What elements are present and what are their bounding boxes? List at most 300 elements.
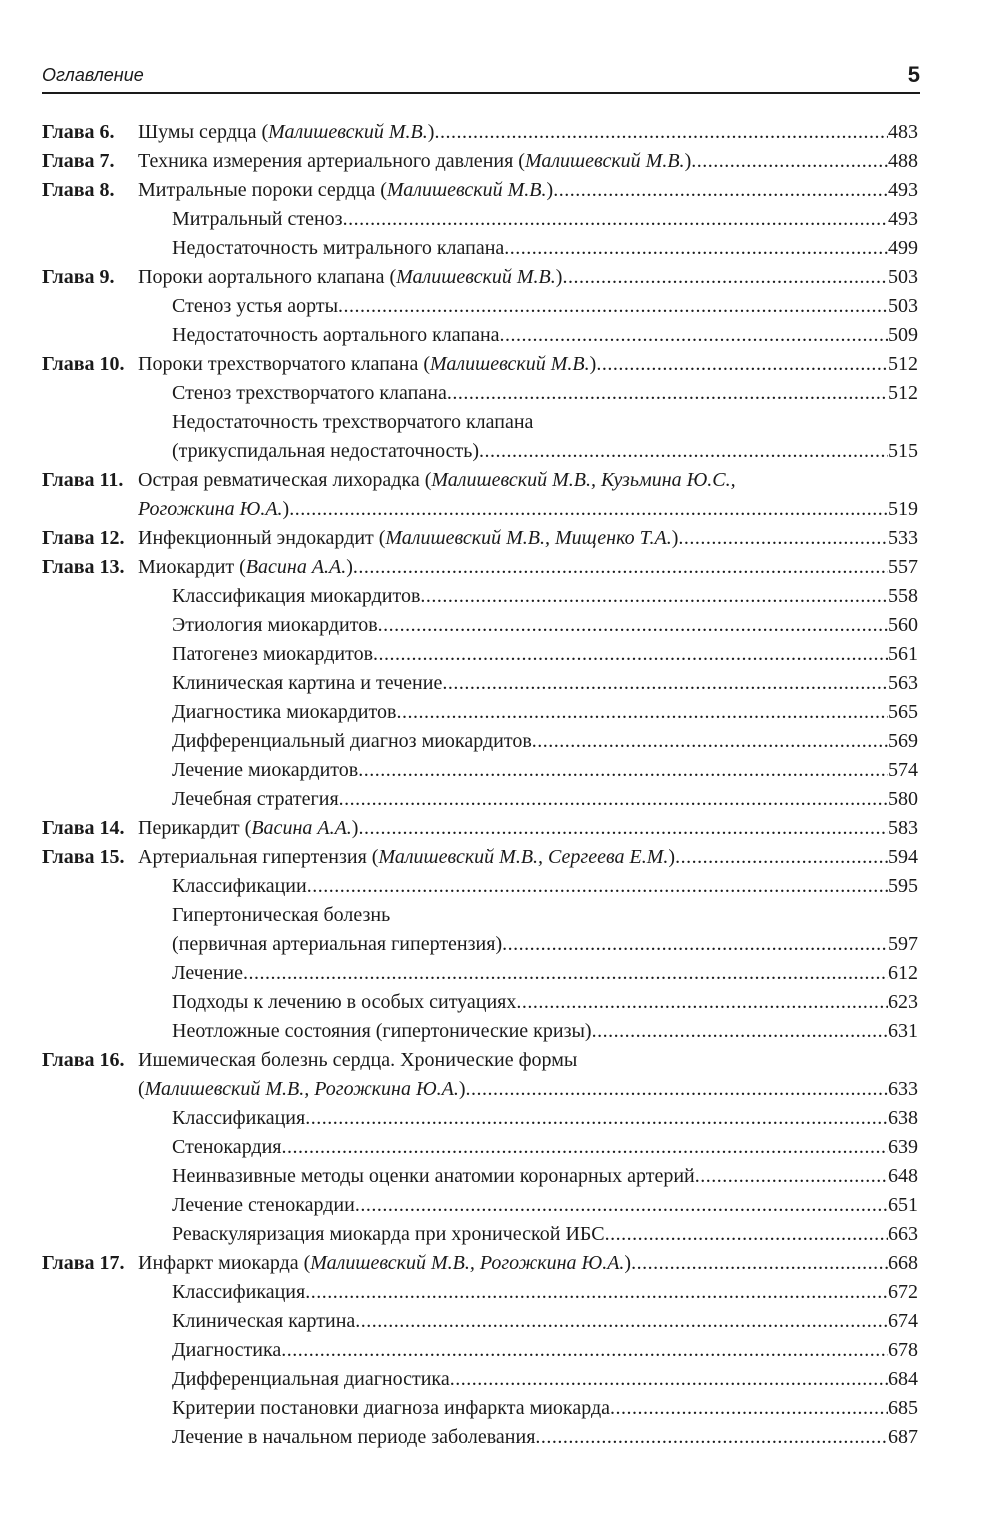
entry-authors: Малишевский М.В., Кузьмина Ю.С., bbox=[431, 469, 736, 491]
entry-text-tail: ) bbox=[671, 527, 679, 549]
dot-leader bbox=[504, 234, 888, 263]
entry-authors: Малишевский М.В., Сергеева Е.М. bbox=[378, 846, 669, 868]
toc-entry bbox=[138, 814, 918, 843]
entry-title bbox=[172, 1133, 282, 1162]
toc-entry bbox=[138, 1249, 918, 1278]
entry-title bbox=[172, 234, 504, 263]
entry-title bbox=[172, 1336, 281, 1365]
dot-leader bbox=[500, 321, 888, 350]
entry-text: Миокардит ( bbox=[138, 556, 246, 578]
entry-title bbox=[172, 785, 339, 814]
entry-text: Дифференциальная диагностика bbox=[172, 1368, 450, 1390]
entry-page-number: 560 bbox=[888, 614, 918, 636]
entry-title bbox=[138, 495, 289, 524]
toc-entry-row bbox=[42, 669, 918, 698]
entry-text-tail: ) bbox=[624, 1252, 632, 1274]
entry-authors: Малишевский М.В., Рогожкина Ю.А. bbox=[144, 1078, 459, 1100]
dot-leader bbox=[396, 698, 888, 727]
entry-title bbox=[172, 1278, 305, 1307]
toc-entry-row bbox=[42, 988, 918, 1017]
toc-entry bbox=[172, 1423, 918, 1452]
dot-leader bbox=[358, 756, 888, 785]
toc-entry-row bbox=[42, 727, 918, 756]
entry-page-number: 638 bbox=[888, 1107, 918, 1129]
toc-entry bbox=[172, 1162, 918, 1191]
toc-entry bbox=[172, 1104, 918, 1133]
entry-text: Недостаточность аортального клапана bbox=[172, 324, 500, 346]
toc-entry-row bbox=[42, 901, 918, 930]
toc-entry-row bbox=[42, 785, 918, 814]
entry-page-number: 595 bbox=[888, 875, 918, 897]
dot-leader bbox=[479, 437, 888, 466]
entry-text-tail: ) bbox=[589, 353, 597, 375]
toc-chapter-row bbox=[42, 176, 918, 205]
entry-authors: Малишевский М.В. bbox=[268, 121, 428, 143]
entry-page-number: 569 bbox=[888, 730, 918, 752]
entry-text: Подходы к лечению в особых ситуациях bbox=[172, 991, 517, 1013]
entry-text-tail: ) bbox=[458, 1078, 466, 1100]
entry-title bbox=[172, 872, 307, 901]
toc-entry bbox=[138, 843, 918, 872]
table-of-contents bbox=[42, 118, 918, 1452]
chapter-label: Глава 15. bbox=[42, 846, 125, 868]
entry-text-tail: ) bbox=[684, 150, 692, 172]
entry-text-tail: ) bbox=[427, 121, 435, 143]
toc-entry-row bbox=[42, 640, 918, 669]
toc-entry bbox=[172, 1133, 918, 1162]
entry-page-number: 663 bbox=[888, 1223, 918, 1245]
entry-text: Классификация bbox=[172, 1107, 306, 1129]
toc-entry bbox=[172, 379, 918, 408]
entry-text: Клиническая картина и течение bbox=[172, 672, 443, 694]
entry-text: Инфаркт миокарда ( bbox=[138, 1252, 311, 1274]
toc-entry bbox=[172, 611, 918, 640]
dot-leader bbox=[562, 263, 888, 292]
toc-entry bbox=[172, 1017, 918, 1046]
entry-page-number: 678 bbox=[888, 1339, 918, 1361]
toc-entry-row bbox=[42, 1104, 918, 1133]
entry-page-number: 558 bbox=[888, 585, 918, 607]
toc-entry bbox=[172, 234, 918, 263]
entry-page-number: 684 bbox=[888, 1368, 918, 1390]
entry-title bbox=[138, 814, 358, 843]
toc-entry bbox=[138, 118, 918, 147]
entry-text: Стенокардия bbox=[172, 1136, 282, 1158]
entry-page-number: 483 bbox=[888, 121, 918, 143]
entry-page-number: 597 bbox=[888, 933, 918, 955]
entry-title bbox=[172, 1017, 592, 1046]
entry-page-number: 533 bbox=[888, 527, 918, 549]
entry-text: Стеноз трехстворчатого клапана bbox=[172, 382, 447, 404]
toc-entry bbox=[172, 756, 918, 785]
dot-leader bbox=[420, 582, 888, 611]
toc-entry-row bbox=[42, 234, 918, 263]
entry-page-number: 557 bbox=[888, 556, 918, 578]
entry-text: Классификация миокардитов bbox=[172, 585, 421, 607]
entry-text: (первичная артериальная гипертензия) bbox=[172, 933, 503, 955]
entry-text: Острая ревматическая лихорадка ( bbox=[138, 469, 432, 491]
section-title: Оглавление bbox=[42, 65, 144, 85]
toc-entry-row bbox=[42, 1307, 918, 1336]
toc-entry bbox=[172, 930, 918, 959]
entry-text: Ишемическая болезнь сердца. Хронические формы bbox=[138, 1049, 578, 1071]
entry-title bbox=[172, 1394, 610, 1423]
toc-entry bbox=[172, 959, 918, 988]
entry-page-number: 580 bbox=[888, 788, 918, 810]
dot-leader bbox=[691, 147, 888, 176]
entry-text: Реваскуляризация миокарда при хронической ИБС bbox=[172, 1223, 605, 1245]
page-header bbox=[42, 58, 920, 94]
toc-entry bbox=[138, 1075, 918, 1104]
entry-page-number: 651 bbox=[888, 1194, 918, 1216]
entry-text: Лечение в начальном периоде заболевания bbox=[172, 1426, 536, 1448]
dot-leader bbox=[307, 872, 888, 901]
entry-title bbox=[172, 321, 500, 350]
toc-chapter-row bbox=[42, 466, 918, 495]
entry-text: Классификация bbox=[172, 1281, 306, 1303]
chapter-label: Глава 14. bbox=[42, 817, 125, 839]
entry-authors: Малишевский М.В., Рогожкина Ю.А. bbox=[310, 1252, 625, 1274]
entry-text: Техника измерения артериального давления ( bbox=[138, 150, 525, 172]
toc-entry-row bbox=[42, 959, 918, 988]
entry-title bbox=[138, 843, 675, 872]
toc-entry-row bbox=[42, 379, 918, 408]
toc-entry bbox=[172, 1394, 918, 1423]
toc-entry bbox=[172, 292, 918, 321]
toc-entry-row bbox=[42, 582, 918, 611]
page-number: 5 bbox=[907, 62, 920, 87]
entry-page-number: 594 bbox=[888, 846, 918, 868]
entry-title bbox=[172, 1307, 355, 1336]
dot-leader bbox=[678, 524, 888, 553]
toc-entry-row bbox=[42, 1162, 918, 1191]
chapter-label: Глава 10. bbox=[42, 353, 125, 375]
dot-leader bbox=[282, 1133, 888, 1162]
entry-title bbox=[138, 176, 553, 205]
dot-leader bbox=[378, 611, 888, 640]
chapter-label: Глава 7. bbox=[42, 150, 115, 172]
toc-entry-row bbox=[42, 1423, 918, 1452]
entry-page-number: 512 bbox=[888, 353, 918, 375]
entry-title bbox=[172, 640, 373, 669]
toc-entry bbox=[172, 727, 918, 756]
entry-title bbox=[172, 205, 343, 234]
toc-entry-row bbox=[42, 1075, 918, 1104]
entry-text: Гипертоническая болезнь bbox=[172, 904, 391, 926]
entry-page-number: 639 bbox=[888, 1136, 918, 1158]
dot-leader bbox=[596, 350, 888, 379]
entry-page-number: 687 bbox=[888, 1426, 918, 1448]
dot-leader bbox=[675, 843, 888, 872]
toc-chapter-row bbox=[42, 118, 918, 147]
entry-text: Неинвазивные методы оценки анатомии коронарных артерий bbox=[172, 1165, 695, 1187]
entry-title bbox=[172, 1423, 535, 1452]
entry-text-tail: ) bbox=[346, 556, 353, 578]
dot-leader bbox=[339, 785, 888, 814]
entry-title bbox=[172, 669, 442, 698]
entry-text: Митральные пороки сердца ( bbox=[138, 179, 387, 201]
dot-leader bbox=[535, 1423, 888, 1452]
entry-text: Шумы сердца ( bbox=[138, 121, 269, 143]
toc-chapter-row bbox=[42, 814, 918, 843]
entry-text-tail: ) bbox=[282, 498, 290, 520]
toc-entry bbox=[172, 582, 918, 611]
entry-page-number: 512 bbox=[888, 382, 918, 404]
entry-title bbox=[138, 553, 353, 582]
toc-entry bbox=[172, 1220, 918, 1249]
dot-leader bbox=[516, 988, 888, 1017]
toc-entry bbox=[172, 988, 918, 1017]
dot-leader bbox=[373, 640, 888, 669]
toc-entry bbox=[172, 640, 918, 669]
toc-entry-row bbox=[42, 1191, 918, 1220]
toc-entry bbox=[138, 147, 918, 176]
dot-leader bbox=[553, 176, 888, 205]
entry-text-tail: ) bbox=[668, 846, 676, 868]
entry-page-number: 561 bbox=[888, 643, 918, 665]
entry-page-number: 515 bbox=[888, 440, 918, 462]
entry-page-number: 493 bbox=[888, 208, 918, 230]
toc-chapter-row bbox=[42, 553, 918, 582]
entry-text: Лечение bbox=[172, 962, 244, 984]
entry-text: Инфекционный эндокардит ( bbox=[138, 527, 386, 549]
entry-title bbox=[138, 350, 596, 379]
toc-entry-row bbox=[42, 1365, 918, 1394]
toc-chapter-row bbox=[42, 147, 918, 176]
dot-leader bbox=[450, 1365, 888, 1394]
toc-entry-row bbox=[42, 321, 918, 350]
dot-leader bbox=[610, 1394, 888, 1423]
entry-text: Недостаточность митрального клапана bbox=[172, 237, 505, 259]
chapter-label: Глава 17. bbox=[42, 1252, 125, 1274]
dot-leader bbox=[605, 1220, 888, 1249]
dot-leader bbox=[434, 118, 888, 147]
entry-authors: Васина А.А. bbox=[251, 817, 352, 839]
entry-page-number: 672 bbox=[888, 1281, 918, 1303]
entry-text: Классификации bbox=[172, 875, 307, 897]
entry-title bbox=[172, 408, 533, 437]
toc-entry-row bbox=[42, 437, 918, 466]
toc-entry bbox=[172, 785, 918, 814]
entry-title bbox=[172, 292, 338, 321]
entry-text-tail: ) bbox=[351, 817, 359, 839]
entry-page-number: 648 bbox=[888, 1165, 918, 1187]
toc-chapter-row bbox=[42, 263, 918, 292]
entry-page-number: 583 bbox=[888, 817, 918, 839]
entry-text: Артериальная гипертензия ( bbox=[138, 846, 379, 868]
dot-leader bbox=[305, 1278, 888, 1307]
toc-entry bbox=[172, 872, 918, 901]
entry-title bbox=[138, 524, 678, 553]
entry-text: Этиология миокардитов bbox=[172, 614, 378, 636]
dot-leader bbox=[338, 292, 888, 321]
toc-entry bbox=[138, 263, 918, 292]
toc-entry bbox=[138, 524, 918, 553]
entry-text: Лечение стенокардии bbox=[172, 1194, 355, 1216]
toc-entry-row bbox=[42, 756, 918, 785]
toc-entry bbox=[138, 466, 918, 495]
entry-title bbox=[138, 466, 736, 495]
entry-page-number: 509 bbox=[888, 324, 918, 346]
entry-page-number: 612 bbox=[888, 962, 918, 984]
dot-leader bbox=[442, 669, 888, 698]
dot-leader bbox=[305, 1104, 888, 1133]
toc-entry-row bbox=[42, 1017, 918, 1046]
toc-entry bbox=[172, 408, 918, 437]
toc-entry-row bbox=[42, 408, 918, 437]
chapter-label: Глава 6. bbox=[42, 121, 115, 143]
entry-text: Критерии постановки диагноза инфаркта миокарда bbox=[172, 1397, 611, 1419]
entry-title bbox=[172, 930, 502, 959]
entry-title bbox=[138, 118, 434, 147]
entry-text: Неотложные состояния (гипертонические кризы) bbox=[172, 1020, 592, 1042]
dot-leader bbox=[592, 1017, 888, 1046]
chapter-label: Глава 16. bbox=[42, 1049, 125, 1071]
entry-title bbox=[138, 1249, 631, 1278]
chapter-label: Глава 13. bbox=[42, 556, 125, 578]
toc-entry bbox=[172, 1191, 918, 1220]
entry-title bbox=[172, 698, 396, 727]
toc-entry bbox=[172, 205, 918, 234]
entry-title bbox=[172, 437, 479, 466]
chapter-label: Глава 9. bbox=[42, 266, 115, 288]
toc-entry bbox=[172, 1365, 918, 1394]
entry-page-number: 668 bbox=[888, 1252, 918, 1274]
toc-entry-row bbox=[42, 205, 918, 234]
dot-leader bbox=[243, 959, 888, 988]
entry-title bbox=[172, 1191, 355, 1220]
entry-title bbox=[172, 988, 516, 1017]
entry-authors: Рогожкина Ю.А. bbox=[138, 498, 283, 520]
toc-chapter-row bbox=[42, 350, 918, 379]
entry-text: Лечение миокардитов bbox=[172, 759, 359, 781]
toc-chapter-row bbox=[42, 1249, 918, 1278]
entry-text: Диагностика bbox=[172, 1339, 282, 1361]
entry-text: Перикардит ( bbox=[138, 817, 252, 839]
toc-entry bbox=[138, 553, 918, 582]
entry-text: Диагностика миокардитов bbox=[172, 701, 397, 723]
dot-leader bbox=[631, 1249, 888, 1278]
dot-leader bbox=[695, 1162, 888, 1191]
dot-leader bbox=[281, 1336, 888, 1365]
entry-text: Недостаточность трехстворчатого клапана bbox=[172, 411, 534, 433]
toc-entry-row bbox=[42, 1133, 918, 1162]
entry-page-number: 565 bbox=[888, 701, 918, 723]
chapter-label: Глава 11. bbox=[42, 469, 124, 491]
dot-leader bbox=[353, 553, 888, 582]
entry-page-number: 519 bbox=[888, 498, 918, 520]
dot-leader bbox=[355, 1191, 888, 1220]
toc-entry-row bbox=[42, 930, 918, 959]
entry-page-number: 503 bbox=[888, 295, 918, 317]
entry-title bbox=[172, 1220, 605, 1249]
entry-title bbox=[138, 1075, 465, 1104]
entry-text: Лечебная стратегия bbox=[172, 788, 339, 810]
toc-entry bbox=[138, 495, 918, 524]
entry-title bbox=[172, 959, 243, 988]
entry-title bbox=[172, 379, 447, 408]
dot-leader bbox=[358, 814, 888, 843]
toc-entry bbox=[138, 176, 918, 205]
toc-entry-row bbox=[42, 1336, 918, 1365]
dot-leader bbox=[502, 930, 888, 959]
toc-entry-row bbox=[42, 1220, 918, 1249]
dot-leader bbox=[447, 379, 888, 408]
entry-text-tail: ) bbox=[555, 266, 563, 288]
entry-text: Патогенез миокардитов bbox=[172, 643, 374, 665]
toc-entry bbox=[138, 350, 918, 379]
entry-page-number: 633 bbox=[888, 1078, 918, 1100]
entry-text-tail: ) bbox=[546, 179, 554, 201]
entry-text: ( bbox=[138, 1078, 145, 1100]
chapter-label: Глава 8. bbox=[42, 179, 115, 201]
entry-authors: Васина А.А. bbox=[245, 556, 347, 578]
entry-authors: Малишевский М.В. bbox=[524, 150, 685, 172]
entry-title bbox=[172, 1162, 695, 1191]
entry-page-number: 493 bbox=[888, 179, 918, 201]
entry-text: Клиническая картина bbox=[172, 1310, 356, 1332]
toc-entry bbox=[172, 321, 918, 350]
dot-leader bbox=[465, 1075, 888, 1104]
toc-entry-row bbox=[42, 698, 918, 727]
chapter-label: Глава 12. bbox=[42, 527, 125, 549]
dot-leader bbox=[289, 495, 888, 524]
toc-entry-row bbox=[42, 872, 918, 901]
toc-entry bbox=[172, 1278, 918, 1307]
toc-entry-row bbox=[42, 495, 918, 524]
entry-authors: Малишевский М.В. bbox=[430, 353, 590, 375]
entry-page-number: 488 bbox=[888, 150, 918, 172]
entry-title bbox=[172, 582, 420, 611]
entry-title bbox=[172, 1365, 450, 1394]
entry-text: Пороки аортального клапана ( bbox=[138, 266, 397, 288]
entry-page-number: 631 bbox=[888, 1020, 918, 1042]
entry-authors: Малишевский М.В., Мищенко Т.А. bbox=[385, 527, 672, 549]
entry-title bbox=[138, 263, 562, 292]
entry-text: Дифференциальный диагноз миокардитов bbox=[172, 730, 532, 752]
entry-page-number: 499 bbox=[888, 237, 918, 259]
entry-text: Пороки трехстворчатого клапана ( bbox=[138, 353, 431, 375]
entry-title bbox=[172, 1104, 305, 1133]
toc-chapter-row bbox=[42, 843, 918, 872]
entry-authors: Малишевский М.В. bbox=[396, 266, 556, 288]
entry-title bbox=[138, 1046, 577, 1075]
toc-chapter-row bbox=[42, 1046, 918, 1075]
entry-title bbox=[172, 756, 358, 785]
toc-entry bbox=[172, 698, 918, 727]
toc-entry bbox=[172, 669, 918, 698]
dot-leader bbox=[532, 727, 888, 756]
toc-entry bbox=[172, 901, 918, 930]
toc-entry-row bbox=[42, 292, 918, 321]
dot-leader bbox=[343, 205, 888, 234]
toc-entry bbox=[172, 1307, 918, 1336]
entry-page-number: 674 bbox=[888, 1310, 918, 1332]
entry-text: Митральный стеноз bbox=[172, 208, 343, 230]
entry-page-number: 623 bbox=[888, 991, 918, 1013]
entry-title bbox=[172, 611, 378, 640]
entry-title bbox=[172, 727, 532, 756]
toc-entry bbox=[138, 1046, 918, 1075]
entry-text: (трикуспидальная недостаточность) bbox=[172, 440, 480, 462]
entry-page-number: 563 bbox=[888, 672, 918, 694]
entry-page-number: 685 bbox=[888, 1397, 918, 1419]
entry-page-number: 503 bbox=[888, 266, 918, 288]
toc-entry-row bbox=[42, 1278, 918, 1307]
dot-leader bbox=[355, 1307, 888, 1336]
entry-page-number: 574 bbox=[888, 759, 918, 781]
toc-entry bbox=[172, 1336, 918, 1365]
